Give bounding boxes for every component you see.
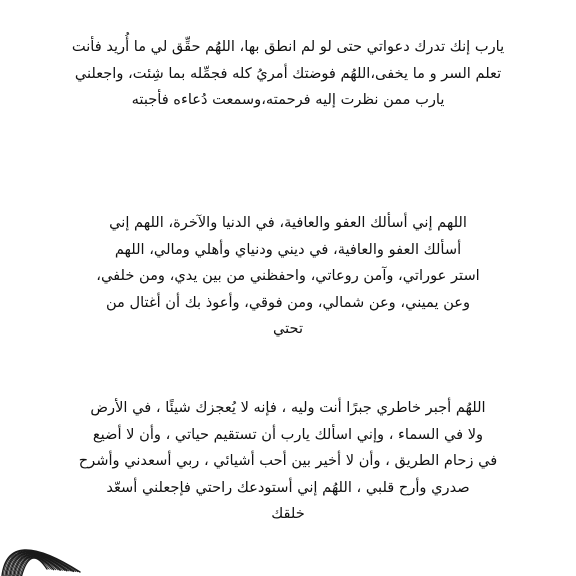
- paragraph-line: اللهم إني أسألك العفو والعافية، في الدنيا والآخرة، اللهم إني: [109, 214, 467, 231]
- paragraph-line: صدري وأرح قلبي ، اللهُم إني أستودعك راحتي فإجعلني أسعّد: [106, 478, 470, 496]
- paragraph-line: وعن يميني، وعن شمالي، ومن فوقي، وأعوذ بك أن أغتال من: [105, 293, 471, 311]
- leaf-stroke: [20, 558, 49, 576]
- paragraph-3: [20, 395, 556, 528]
- leaf-stroke: [14, 555, 61, 576]
- leaf-stroke: [9, 553, 70, 576]
- paragraph-line: اللهُم أجبر خاطري جبرًا أنت وليه ، فإنه لا يُعجزك شيئًا ، في الأرض: [90, 399, 486, 416]
- leaf-stroke: [5, 551, 76, 576]
- leaf-stroke: [12, 554, 62, 576]
- leaf-stroke: [16, 556, 56, 576]
- leaf-stroke: [2, 550, 80, 576]
- paragraph-line: تعلم السر و ما يخفى،اللهُم فوضتك أمريُ كله فجمِّله بما شِئت، واجعلني: [74, 64, 502, 82]
- paragraph-line: أسألك العفو والعافية، في ديني ودنياي وأهلي ومالي، اللهم: [114, 240, 462, 258]
- leaf-stroke: [3, 551, 78, 576]
- paragraph-line: استر عوراتي، وآمن روعاتي، واحفظني من بين يدي، ومن خلفي،: [96, 267, 480, 284]
- leaf-stroke: [18, 556, 54, 576]
- leaf-stroke: [19, 557, 52, 576]
- paragraph-2: [20, 210, 556, 343]
- paragraph-line: يارب ممن نظرت إليه فرحمته،وسمعت دُعاءه فأجبته: [131, 91, 445, 108]
- leaf-stroke: [22, 558, 48, 576]
- leaf-stroke: [6, 552, 74, 576]
- paragraph-1: [20, 34, 556, 114]
- paragraph-line: في زحام الطريق ، وأن لا أخير بين أحب أشيائي ، ربي أسعدني وأشرح: [78, 452, 498, 469]
- paragraph-line: يارب إنك تدرك دعواتي حتى لو لم انطق بها، اللهُم حقِّق لي ما أُريد فأنت: [71, 38, 505, 55]
- paragraph-line: ولا في السماء ، وإني اسألك يارب أن تستقيم حياتي ، وأن لا أضيع: [92, 425, 484, 443]
- paragraph-line: خلقك: [271, 505, 305, 522]
- leaf-stroke: [10, 553, 67, 576]
- paragraph-line: تحتي: [272, 320, 304, 337]
- leaf-stroke: [11, 554, 65, 576]
- leaf-stroke: [15, 555, 58, 576]
- leaf-stroke: [7, 552, 71, 576]
